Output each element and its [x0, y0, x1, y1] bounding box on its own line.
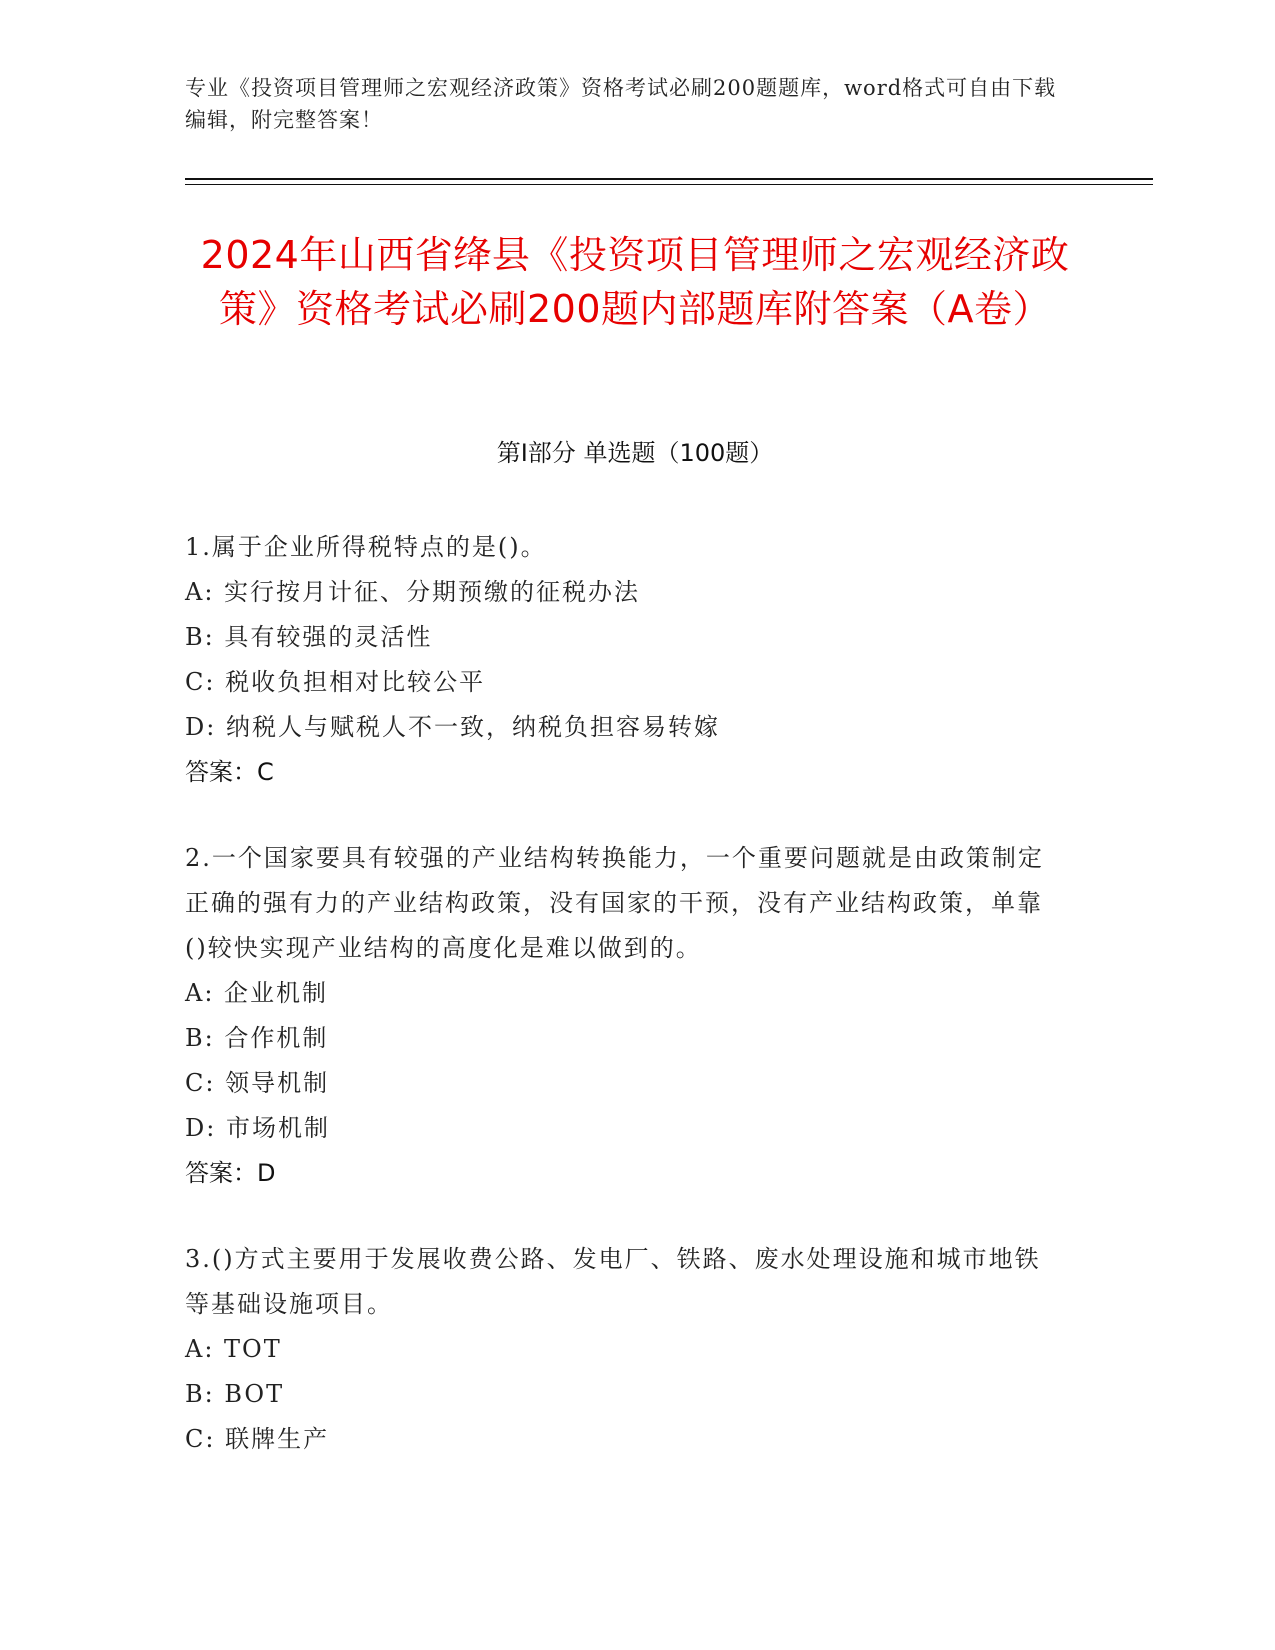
- section-title: 第Ⅰ部分 单选题（100题）: [496, 439, 774, 467]
- question-stem: 1.属于企业所得税特点的是()。: [185, 533, 547, 561]
- question-item: [185, 1237, 1065, 1462]
- question-stem: 2.一个国家要具有较强的产业结构转换能力，一个重要问题就是由政策制定正确的强有力的产业结构政策，没有国家的干预，没有产业结构政策，单靠()较快实现产业结构的高度化是难以做到的。: [185, 844, 1044, 962]
- header-divider-thin: [185, 184, 1153, 185]
- option-d: D: 纳税人与赋税人不一致，纳税负担容易转嫁: [185, 713, 720, 741]
- question-item: [185, 836, 1065, 1196]
- option-c: C: 联牌生产: [185, 1425, 330, 1453]
- answer-line: 答案：C: [185, 758, 274, 786]
- option-a: A: TOT: [185, 1335, 282, 1363]
- option-c: C: 领导机制: [185, 1069, 330, 1097]
- question-stem: 3.()方式主要用于发展收费公路、发电厂、铁路、废水处理设施和城市地铁等基础设施项目。: [185, 1245, 1041, 1318]
- document-title: 2024年山西省绛县《投资项目管理师之宏观经济政策》资格考试必刷200题内部题库附答案（A卷）: [200, 233, 1070, 331]
- question-item: [185, 525, 1065, 795]
- header-divider: [185, 178, 1153, 180]
- answer-line: 答案：D: [185, 1159, 276, 1187]
- option-d: D: 市场机制: [185, 1114, 330, 1142]
- option-c: C: 税收负担相对比较公平: [185, 668, 486, 696]
- option-b: B: 合作机制: [185, 1024, 329, 1052]
- question-list: [185, 525, 1065, 1503]
- option-a: A: 企业机制: [185, 979, 329, 1007]
- header-note: 专业《投资项目管理师之宏观经济政策》资格考试必刷200题题库，word格式可自由下载编辑，附完整答案！: [185, 76, 1057, 132]
- option-b: B: BOT: [185, 1380, 285, 1408]
- option-a: A: 实行按月计征、分期预缴的征税办法: [185, 578, 641, 606]
- option-b: B: 具有较强的灵活性: [185, 623, 433, 651]
